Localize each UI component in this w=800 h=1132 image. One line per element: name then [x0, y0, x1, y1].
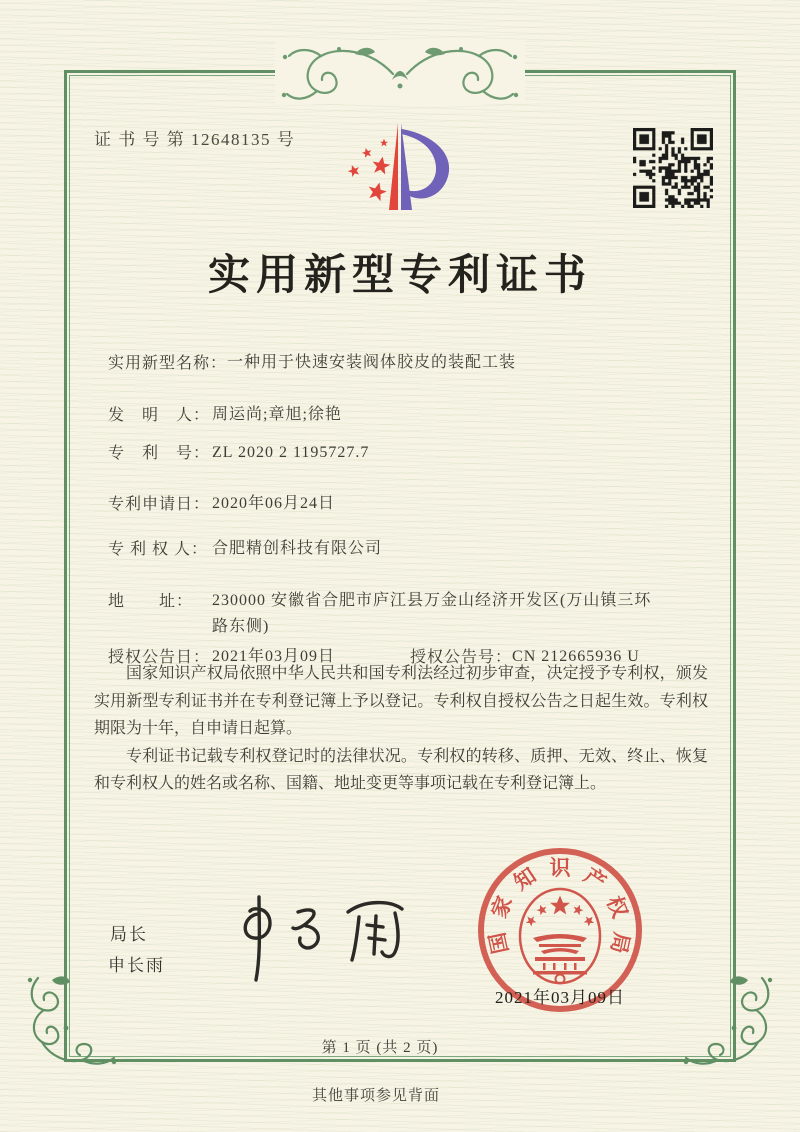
floral-ornament-top-icon: [275, 40, 525, 104]
certificate-number: 证 书 号 第 12648135 号: [94, 130, 296, 149]
officer-signature-icon: [228, 892, 433, 987]
field-value: 周运尚;章旭;徐艳: [212, 406, 342, 423]
field-value: 230000 安徽省合肥市庐江县万金山经济开发区(万山镇三环路东侧): [212, 592, 652, 635]
officer-name: 申长雨: [108, 956, 165, 975]
certificate-title: 实用新型专利证书: [207, 253, 592, 299]
field-value: 一种用于快速安装阀体胶皮的装配工装: [227, 354, 517, 371]
field-label: 专 利 号：: [108, 445, 211, 462]
legal-text: [94, 660, 708, 798]
legal-paragraph-2: 专利证书记载专利权登记时的法律状况。专利权的转移、质押、无效、终止、恢复和专利权人的姓名或名称、国籍、地址变更等事项记载在专利登记簿上。: [94, 747, 708, 792]
field-label: 地 址：: [108, 593, 194, 610]
seal-date: 2021年03月09日: [495, 988, 625, 1007]
field-label: 实用新型名称：: [108, 355, 228, 372]
field-value: 合肥精创科技有限公司: [212, 540, 383, 557]
field-value: ZL 2020 2 1195727.7: [212, 444, 370, 461]
field-row-inventors: [108, 402, 342, 428]
page-number: 第 1 页 (共 2 页): [321, 1040, 439, 1056]
field-value: 2020年06月24日: [212, 495, 336, 512]
seal-char: 国: [485, 930, 513, 956]
field-label: 授权公告号：: [410, 649, 513, 666]
seal-char: 权: [601, 892, 633, 922]
field-row-name: [108, 350, 516, 376]
field-value: 2021年03月09日: [212, 648, 336, 665]
seal-char: 识: [549, 856, 571, 880]
qr-code: [633, 128, 713, 208]
officer-title: 局长: [110, 925, 148, 944]
field-label: 授权公告日：: [108, 649, 211, 666]
seal-char: 局: [606, 930, 634, 956]
field-row-patent-number: [108, 440, 369, 466]
floral-ornament-corner-icon: [22, 972, 118, 1072]
seal-char: 产: [579, 863, 611, 895]
legal-paragraph-1: 国家知识产权局依照中华人民共和国专利法经过初步审查，决定授予专利权，颁发实用新型专利证书并在专利登记簿上予以登记。专利权自授权公告之日起生效。专利权期限为十年，自申请日起算。: [94, 665, 708, 737]
seal-char: 家: [486, 892, 518, 922]
field-label: 专 利 权 人：: [108, 541, 209, 558]
field-row-patentee: [108, 536, 382, 562]
cnipa-logo-icon: [338, 116, 462, 218]
field-row-filing-date: [108, 491, 335, 517]
national-emblem-icon: [517, 886, 603, 986]
field-value: CN 212665936 U: [512, 648, 640, 665]
floral-ornament-corner-icon: [682, 972, 778, 1072]
field-label: 专利申请日：: [108, 496, 211, 513]
field-row-address: [108, 588, 652, 640]
back-side-note: 其他事项参见背面: [311, 1088, 440, 1104]
field-label: 发 明 人：: [108, 407, 211, 424]
seal-char: 知: [509, 863, 541, 895]
